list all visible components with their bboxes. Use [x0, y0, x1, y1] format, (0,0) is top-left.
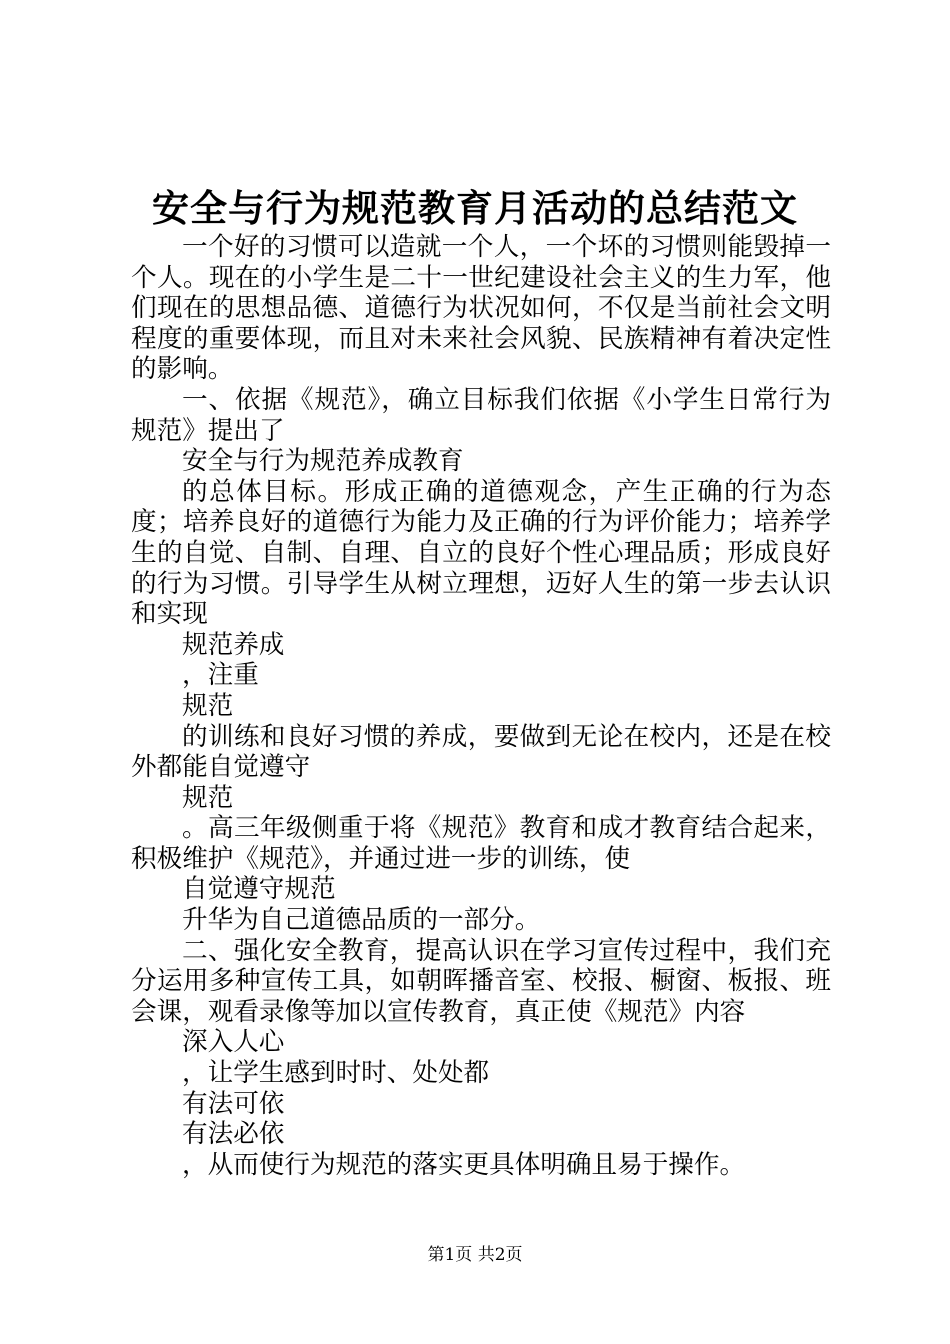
document-title: 安全与行为规范教育月活动的总结范文 [152, 186, 798, 230]
paragraph: ，注重 [182, 660, 259, 691]
paragraph: 二、强化安全教育，提高认识在学习宣传过程中，我们充分运用多种宣传工具，如朝晖播音室、校报、橱窗、板报、班会课，观看录像等加以宣传教育，真正使《规范》内容 [131, 935, 831, 1027]
paragraph: 规范养成 [182, 629, 285, 660]
paragraph: ，让学生感到时时、处处都 [182, 1058, 490, 1089]
paragraph: 一、依据《规范》，确立目标我们依据《小学生日常行为规范》提出了 [131, 384, 831, 446]
paragraph: 有法必依 [182, 1119, 285, 1150]
page-number-footer: 第1页 共2页 [427, 1245, 523, 1265]
paragraph: 。高三年级侧重于将《规范》教育和成才教育结合起来，积极维护《规范》，并通过进一步的训练，使 [131, 813, 831, 874]
paragraph: ，从而使行为规范的落实更具体明确且易于操作。 [182, 1149, 746, 1180]
paragraph: 规范 [182, 782, 234, 813]
paragraph: 的训练和良好习惯的养成，要做到无论在校内，还是在校外都能自觉遵守 [131, 721, 831, 783]
paragraph: 升华为自己道德品质的一部分。 [182, 905, 541, 936]
document-body [131, 232, 831, 1180]
paragraph: 的总体目标。形成正确的道德观念，产生正确的行为态度；培养良好的道德行为能力及正确的行为评价能力；培养学生的自觉、自制、自理、自立的良好个性心理品质；形成良好的行为习惯。引导学生从树立理想，迈好人生的第一步去认识和实现 [131, 476, 831, 630]
paragraph: 一个好的习惯可以造就一个人，一个坏的习惯则能毁掉一个人。现在的小学生是二十一世纪建设社会主义的生力军，他们现在的思想品德、道德行为状况如何，不仅是当前社会文明程度的重要体现，而且对未来社会风貌、民族精神有着决定性的影响。 [131, 232, 831, 385]
paragraph: 自觉遵守规范 [182, 874, 336, 905]
paragraph: 深入人心 [182, 1027, 285, 1058]
paragraph: 有法可依 [182, 1088, 285, 1119]
paragraph: 规范 [182, 690, 234, 721]
paragraph: 安全与行为规范养成教育 [182, 446, 464, 477]
